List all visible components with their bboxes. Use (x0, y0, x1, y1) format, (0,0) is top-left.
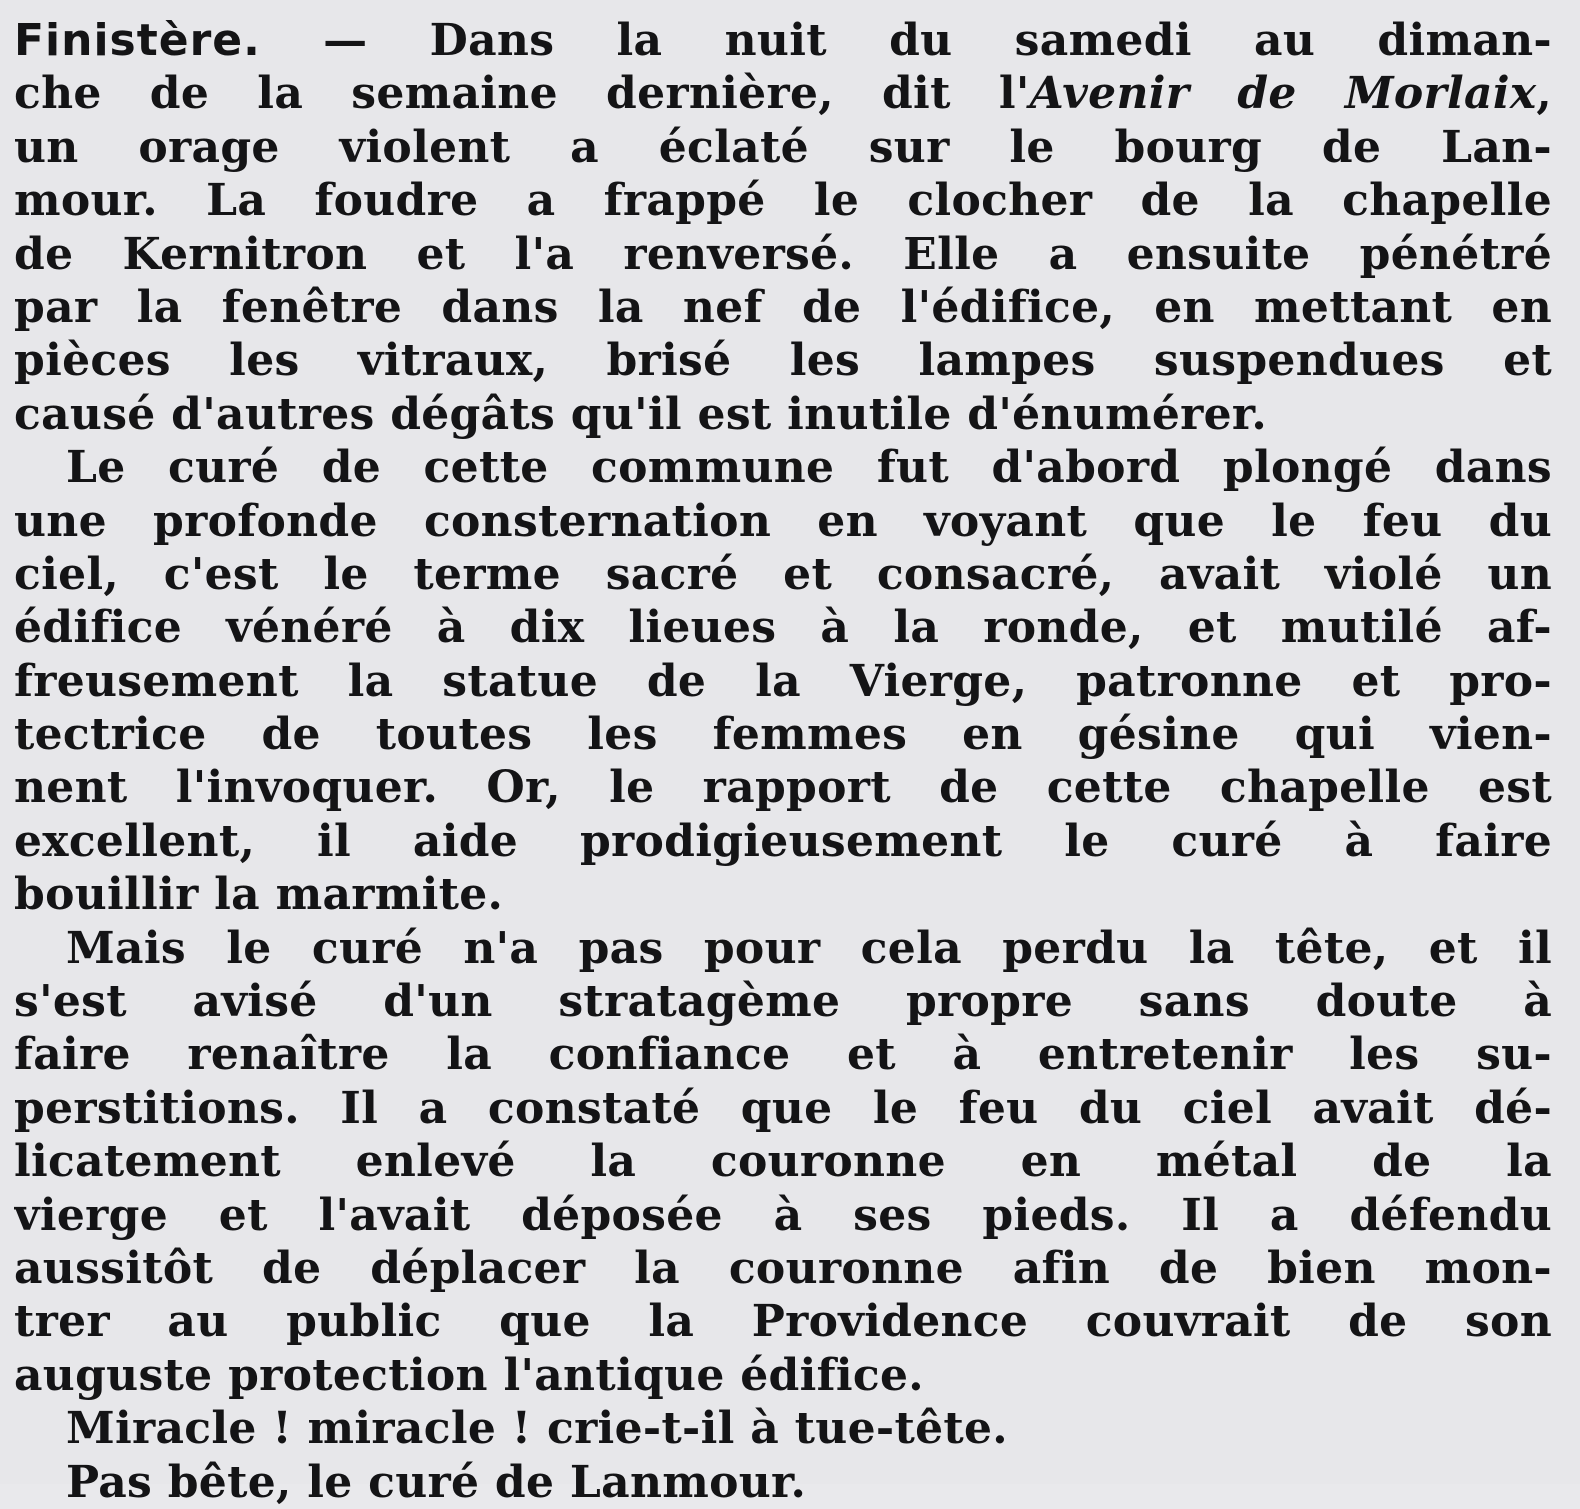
text-line: tectrice de toutes les femmes en gésine qui vien- (14, 709, 1552, 761)
text-line: freusement la statue de la Vierge, patronne et pro- (14, 655, 1552, 707)
text-line: causé d'autres dégâts qu'il est inutile d'énumérer. (14, 388, 1267, 440)
text-line: une profonde consternation en voyant que le feu du (14, 495, 1552, 547)
text-line: auguste protection l'antique édifice. (14, 1349, 924, 1401)
text-line: Pas bête, le curé de Lanmour. (66, 1456, 807, 1508)
paragraph-5 (14, 1456, 1552, 1509)
text-line: che de la semaine dernière, dit l'Avenir de Morlaix, (14, 68, 1552, 120)
text-line: par la fenêtre dans la nef de l'édifice, en mettant en (14, 281, 1552, 333)
text-line: édifice vénéré à dix lieues à la ronde, et mutilé af- (14, 602, 1552, 654)
paragraph-1 (14, 14, 1552, 441)
text-line: Finistère. — Dans la nuit du samedi au diman- (14, 15, 1552, 66)
text-line: Le curé de cette commune fut d'abord plongé dans (66, 442, 1552, 494)
text-line: vierge et l'avait déposée à ses pieds. Il a défendu (14, 1189, 1552, 1241)
text-line: excellent, il aide prodigieusement le curé à faire (14, 815, 1552, 867)
newspaper-name: Avenir de Morlaix (1029, 68, 1537, 120)
text-line: perstitions. Il a constaté que le feu du ciel avait dé- (14, 1082, 1552, 1134)
text-line: pièces les vitraux, brisé les lampes suspendues et (14, 335, 1552, 387)
text-line: faire renaître la confiance et à entretenir les su- (14, 1029, 1552, 1081)
text-line: bouillir la marmite. (14, 869, 504, 921)
paragraph-3 (14, 922, 1552, 1403)
headword: Finistère. (14, 15, 261, 66)
text-line: de Kernitron et l'a renversé. Elle a ensuite pénétré (14, 228, 1552, 280)
text-line: licatement enlevé la couronne en métal de la (14, 1136, 1552, 1188)
text-line: trer au public que la Providence couvrait de son (14, 1296, 1552, 1348)
text-line: ciel, c'est le terme sacré et consacré, avait violé un (14, 548, 1552, 600)
text-line: mour. La foudre a frappé le clocher de la chapelle (14, 175, 1552, 227)
text-line: aussitôt de déplacer la couronne afin de bien mon- (14, 1242, 1552, 1294)
text-line: un orage violent a éclaté sur le bourg de Lan- (14, 121, 1552, 173)
paragraph-2 (14, 441, 1552, 922)
article-text (14, 14, 1552, 1509)
paragraph-4 (14, 1402, 1552, 1455)
text-line: nent l'invoquer. Or, le rapport de cette chapelle est (14, 762, 1552, 814)
text-line: s'est avisé d'un stratagème propre sans doute à (14, 976, 1552, 1028)
text-line: Miracle ! miracle ! crie-t-il à tue-tête. (66, 1403, 1008, 1455)
text-line: Mais le curé n'a pas pour cela perdu la tête, et il (66, 922, 1552, 974)
